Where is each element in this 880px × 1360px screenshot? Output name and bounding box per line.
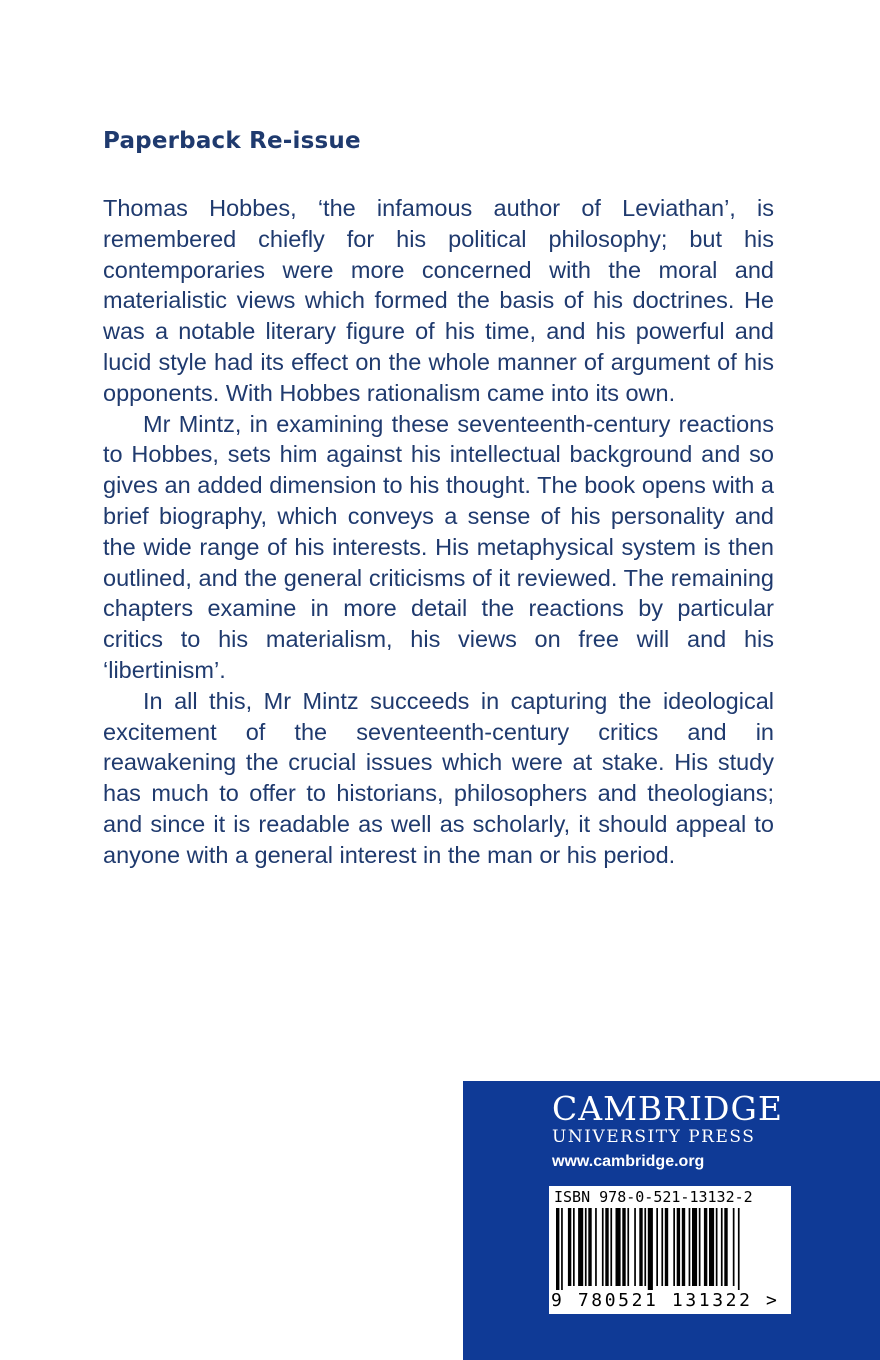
isbn-barcode [549, 1186, 791, 1314]
publisher-block [463, 1081, 880, 1360]
isbn-label: ISBN 978-0-521-13132-2 [554, 1188, 753, 1206]
blurb-text [103, 193, 774, 871]
barcode-bars-icon [552, 1208, 788, 1290]
barcode-digits: 9 780521 131322 > [551, 1290, 780, 1311]
publisher-logo-name: CAMBRIDGE [552, 1089, 783, 1128]
publisher-logo-subtitle: UNIVERSITY PRESS [552, 1127, 756, 1147]
page-heading: Paperback Re-issue [103, 128, 361, 154]
publisher-url: www.cambridge.org [552, 1153, 705, 1170]
paragraph-1: Thomas Hobbes, ‘the infamous author of Leviathan’, is remembered chiefly for his political philosophy; but his contemporaries were more concerned with the moral and materialistic views which formed the basis of his doctrines. He was a notable literary figure of his time, and his powerful and lucid style had its effect on the whole manner of argument of his opponents. With Hobbes rationalism came into its own. [103, 195, 774, 406]
paragraph-3: In all this, Mr Mintz succeeds in capturing the ideological excitement of the seventeenth-century critics and in reawakening the crucial issues which were at stake. His study has much to offer to historians, philosophers and theologians; and since it is readable as well as scholarly, it should appeal to anyone with a general interest in the man or his period. [103, 687, 774, 868]
paragraph-2: Mr Mintz, in examining these seventeenth-century reactions to Hobbes, sets him against his intellectual background and so gives an added dimension to his thought. The book opens with a brief biography, which conveys a sense of his personality and the wide range of his interests. His metaphysical system is then outlined, and the general criticisms of it reviewed. The remaining chapters examine in more detail the reactions by particular critics to his materialism, his views on free will and his ‘libertinism’. [103, 410, 774, 683]
